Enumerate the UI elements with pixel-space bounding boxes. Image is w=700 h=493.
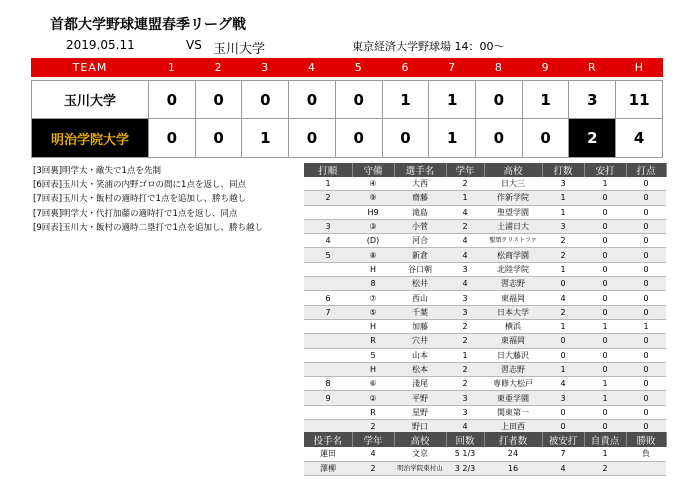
table-row <box>304 248 666 262</box>
runs-header: R <box>569 58 616 77</box>
table-cell: 1 <box>542 362 584 376</box>
table-cell: 3 <box>446 305 484 319</box>
hits-total: 4 <box>616 119 663 158</box>
table-cell: 1 <box>542 319 584 333</box>
table-cell: 0 <box>626 348 666 362</box>
table-cell: 0 <box>626 234 666 248</box>
table-cell: 習志野 <box>484 362 542 376</box>
inning-header: 1 <box>149 58 196 77</box>
table-cell: 日本大学 <box>484 305 542 319</box>
note-line: [7回裏]明学大・代打加藤の適時打で1点を返し、同点 <box>33 208 238 219</box>
table-cell: 0 <box>626 262 666 276</box>
inning-score: 0 <box>149 119 196 158</box>
table-cell: 千葉 <box>394 305 446 319</box>
inning-score: 0 <box>476 119 523 158</box>
inning-score: 0 <box>289 81 336 119</box>
table-cell: 1 <box>446 348 484 362</box>
note-line: [6回表]玉川大・笑浦の内野ゴロの間に1点を返し、同点 <box>33 180 246 191</box>
table-cell: 0 <box>542 420 584 434</box>
table-cell: R <box>352 334 394 348</box>
inning-header: 9 <box>522 58 569 77</box>
table-cell: (D) <box>352 234 394 248</box>
table-cell: ⑨ <box>352 191 394 205</box>
table-cell <box>304 334 352 348</box>
table-cell <box>626 461 666 476</box>
table-cell: 1 <box>584 377 626 391</box>
table-row <box>304 291 666 305</box>
table-row <box>304 362 666 376</box>
table-cell: ② <box>352 391 394 405</box>
inning-score: 1 <box>522 81 569 119</box>
table-cell: 松井 <box>394 277 446 291</box>
table-cell: 作新学院 <box>484 191 542 205</box>
table-cell: 0 <box>584 248 626 262</box>
table-cell: 滝島 <box>394 205 446 219</box>
table-cell: 0 <box>542 334 584 348</box>
table-cell: 穴井 <box>394 334 446 348</box>
inning-score: 0 <box>242 81 289 119</box>
table-cell: 澤柳 <box>304 461 352 476</box>
table-cell: 1 <box>446 191 484 205</box>
batting-header-row <box>304 163 666 177</box>
table-cell: H <box>352 262 394 276</box>
table-cell: 0 <box>584 277 626 291</box>
table-cell: 0 <box>542 405 584 419</box>
scoreboard-table <box>31 58 663 158</box>
inning-score: 1 <box>382 81 429 119</box>
note-line: [3回裏]明学大・敵失で1点を先制 <box>33 166 161 176</box>
table-cell: 0 <box>584 362 626 376</box>
inning-score: 1 <box>242 119 289 158</box>
table-cell: 文京 <box>394 447 446 461</box>
table-cell: 2 <box>542 305 584 319</box>
table-cell: 星野 <box>394 405 446 419</box>
table-cell: 4 <box>446 205 484 219</box>
opponent-name: 玉川大学 <box>213 42 266 57</box>
table-cell: 8 <box>304 377 352 391</box>
table-cell: 0 <box>584 262 626 276</box>
table-cell: 0 <box>584 291 626 305</box>
venue-time: 東京経済大学野球場 14：00～ <box>352 40 505 53</box>
table-cell: 3 <box>304 219 352 233</box>
table-row <box>304 461 666 476</box>
table-cell: 平野 <box>394 391 446 405</box>
table-cell <box>304 362 352 376</box>
table-cell: 日大藤沢 <box>484 348 542 362</box>
table-cell: 2 <box>542 234 584 248</box>
table-row <box>304 447 666 461</box>
table-cell: 横浜 <box>484 319 542 333</box>
table-cell: 4 <box>446 234 484 248</box>
table-cell: ⑤ <box>352 305 394 319</box>
table-cell: H <box>352 319 394 333</box>
table-cell: 0 <box>584 234 626 248</box>
table-cell: 3 <box>542 219 584 233</box>
team-name: 明治学院大学 <box>32 119 149 158</box>
table-cell: 4 <box>446 277 484 291</box>
table-cell: 3 <box>446 262 484 276</box>
table-cell: 北陸学院 <box>484 262 542 276</box>
table-row <box>304 319 666 333</box>
table-cell: 松商学園 <box>484 248 542 262</box>
table-cell: ⑧ <box>352 248 394 262</box>
table-cell: 1 <box>584 447 626 461</box>
table-cell: 2 <box>352 461 394 476</box>
scoreboard-row-away <box>32 81 663 119</box>
table-cell: 0 <box>626 362 666 376</box>
table-cell: ③ <box>352 219 394 233</box>
table-cell: 0 <box>626 219 666 233</box>
table-cell: 4 <box>446 420 484 434</box>
page-title: 首都大学野球連盟春季リーグ戦 <box>50 17 246 33</box>
inning-score: 0 <box>335 81 382 119</box>
table-cell <box>304 277 352 291</box>
table-cell: 新倉 <box>394 248 446 262</box>
table-cell: 聖頌クリストファ <box>484 234 542 248</box>
table-cell: 0 <box>626 420 666 434</box>
column-header: 打順 <box>304 163 352 177</box>
note-line: [7回表]玉川大・飯村の適時打で1点を追加し、勝ち越し <box>33 194 246 205</box>
table-cell: 3 <box>446 405 484 419</box>
table-cell: 日大三 <box>484 177 542 191</box>
table-cell: 4 <box>352 447 394 461</box>
table-cell: 7 <box>304 305 352 319</box>
table-cell: 1 <box>584 177 626 191</box>
table-row <box>304 277 666 291</box>
table-row <box>304 334 666 348</box>
hits-header: H <box>616 58 663 77</box>
column-header: 守備 <box>352 163 394 177</box>
inning-score: 0 <box>382 119 429 158</box>
table-cell: 0 <box>626 305 666 319</box>
column-header: 回数 <box>446 432 484 447</box>
table-cell: 2 <box>304 191 352 205</box>
table-cell: 1 <box>542 191 584 205</box>
table-row <box>304 377 666 391</box>
table-row <box>304 177 666 191</box>
table-cell: 5 <box>352 348 394 362</box>
table-row <box>304 405 666 419</box>
table-cell: R <box>352 405 394 419</box>
table-cell: 3 2/3 <box>446 461 484 476</box>
table-cell: 3 <box>542 177 584 191</box>
table-cell: 習志野 <box>484 277 542 291</box>
table-cell: 蓮田 <box>304 447 352 461</box>
table-cell: 0 <box>626 248 666 262</box>
table-cell: 1 <box>584 391 626 405</box>
table-cell: 0 <box>626 177 666 191</box>
pitching-table <box>304 432 667 476</box>
inning-score: 0 <box>195 81 242 119</box>
table-cell: 2 <box>446 362 484 376</box>
table-row <box>304 205 666 219</box>
table-cell: 0 <box>584 305 626 319</box>
table-cell: 2 <box>446 319 484 333</box>
table-cell: 8 <box>352 277 394 291</box>
game-date: 2019.05.11 <box>66 38 135 52</box>
runs-total: 2 <box>569 119 616 158</box>
table-cell: 小菅 <box>394 219 446 233</box>
table-cell: 2 <box>446 177 484 191</box>
table-cell: 3 <box>542 391 584 405</box>
column-header: 勝敗 <box>626 432 666 447</box>
table-cell <box>304 262 352 276</box>
table-cell: 齋藤 <box>394 191 446 205</box>
table-cell: 0 <box>626 377 666 391</box>
table-cell: 2 <box>446 334 484 348</box>
scoreboard-row-home <box>32 119 663 158</box>
table-cell: 0 <box>584 219 626 233</box>
scoreboard-header-row <box>32 58 663 77</box>
table-cell: 東福岡 <box>484 334 542 348</box>
table-cell: 淺尾 <box>394 377 446 391</box>
table-cell: 1 <box>542 205 584 219</box>
table-cell: H <box>352 362 394 376</box>
table-cell: ⑥ <box>352 377 394 391</box>
inning-score: 0 <box>476 81 523 119</box>
table-cell: 2 <box>446 377 484 391</box>
table-row <box>304 219 666 233</box>
table-cell: 0 <box>584 405 626 419</box>
table-cell: 2 <box>584 461 626 476</box>
inning-score: 0 <box>335 119 382 158</box>
table-cell: ⑦ <box>352 291 394 305</box>
inning-header: 3 <box>242 58 289 77</box>
table-cell: 0 <box>584 420 626 434</box>
table-cell: 関東第一 <box>484 405 542 419</box>
table-cell: 西山 <box>394 291 446 305</box>
column-header: 安打 <box>584 163 626 177</box>
table-row <box>304 191 666 205</box>
table-cell <box>304 205 352 219</box>
inning-header: 8 <box>476 58 523 77</box>
column-header: 学年 <box>446 163 484 177</box>
table-cell: 0 <box>626 405 666 419</box>
table-cell: 0 <box>626 191 666 205</box>
inning-header: 5 <box>335 58 382 77</box>
table-cell: ④ <box>352 177 394 191</box>
table-row <box>304 305 666 319</box>
table-cell: 松本 <box>394 362 446 376</box>
table-cell: H9 <box>352 205 394 219</box>
table-cell: 9 <box>304 391 352 405</box>
table-cell: 1 <box>542 262 584 276</box>
note-line: [9回表]玉川大・飯村の適時二塁打で1点を追加し、勝ち越し <box>33 222 263 233</box>
column-header: 被安打 <box>542 432 584 447</box>
column-header: 高校 <box>394 432 446 447</box>
column-header: 打者数 <box>484 432 542 447</box>
inning-score: 1 <box>429 119 476 158</box>
table-cell: 負 <box>626 447 666 461</box>
column-header: 高校 <box>484 163 542 177</box>
table-cell: 0 <box>626 391 666 405</box>
table-cell: 0 <box>626 205 666 219</box>
inning-score: 0 <box>195 119 242 158</box>
inning-header: 4 <box>289 58 336 77</box>
table-cell: 東亜学園 <box>484 391 542 405</box>
scoring-notes <box>33 164 263 235</box>
table-cell: 6 <box>304 291 352 305</box>
table-cell: 土浦日大 <box>484 219 542 233</box>
table-cell: 7 <box>542 447 584 461</box>
table-cell: 0 <box>542 277 584 291</box>
table-cell: 河合 <box>394 234 446 248</box>
table-cell: 上田西 <box>484 420 542 434</box>
table-cell: 4 <box>304 234 352 248</box>
table-cell: 山本 <box>394 348 446 362</box>
team-name: 玉川大学 <box>32 81 149 119</box>
table-cell: 5 <box>304 248 352 262</box>
table-cell: 0 <box>542 348 584 362</box>
table-row <box>304 262 666 276</box>
table-cell: 谷口朝 <box>394 262 446 276</box>
table-cell <box>304 348 352 362</box>
table-cell: 3 <box>446 391 484 405</box>
table-cell: 0 <box>584 205 626 219</box>
table-cell: 4 <box>446 248 484 262</box>
column-header: 自責点 <box>584 432 626 447</box>
table-cell: 1 <box>584 319 626 333</box>
table-cell: 2 <box>446 219 484 233</box>
table-cell: 野口 <box>394 420 446 434</box>
inning-header: 2 <box>195 58 242 77</box>
inning-score: 1 <box>429 81 476 119</box>
table-row <box>304 348 666 362</box>
table-cell: 16 <box>484 461 542 476</box>
vs-label: VS <box>186 38 202 52</box>
runs-total: 3 <box>569 81 616 119</box>
table-cell: 加藤 <box>394 319 446 333</box>
table-cell: 4 <box>542 291 584 305</box>
batting-table <box>304 163 667 434</box>
column-header: 投手名 <box>304 432 352 447</box>
table-row <box>304 234 666 248</box>
table-cell: 3 <box>446 291 484 305</box>
table-cell: 4 <box>542 377 584 391</box>
inning-header: 7 <box>429 58 476 77</box>
table-cell: 24 <box>484 447 542 461</box>
column-header: 学年 <box>352 432 394 447</box>
hits-total: 11 <box>616 81 663 119</box>
column-header: 打数 <box>542 163 584 177</box>
inning-score: 0 <box>289 119 336 158</box>
table-cell: 0 <box>584 334 626 348</box>
table-cell: 1 <box>626 319 666 333</box>
table-cell: 5 1/3 <box>446 447 484 461</box>
column-header: 選手名 <box>394 163 446 177</box>
table-cell: 4 <box>542 461 584 476</box>
inning-score: 0 <box>149 81 196 119</box>
table-cell: 2 <box>352 420 394 434</box>
table-cell: 明治学院東村山 <box>394 461 446 476</box>
table-cell <box>304 405 352 419</box>
table-cell: 東福岡 <box>484 291 542 305</box>
table-cell: 専修大松戸 <box>484 377 542 391</box>
table-row <box>304 391 666 405</box>
table-cell: 大西 <box>394 177 446 191</box>
team-header: TEAM <box>32 58 149 77</box>
column-header: 打点 <box>626 163 666 177</box>
table-cell: 0 <box>626 277 666 291</box>
inning-score: 0 <box>522 119 569 158</box>
table-cell: 聖望学園 <box>484 205 542 219</box>
table-cell: 0 <box>626 334 666 348</box>
table-cell: 1 <box>304 177 352 191</box>
table-cell: 0 <box>584 191 626 205</box>
table-cell: 0 <box>626 291 666 305</box>
table-cell: 2 <box>542 248 584 262</box>
table-cell <box>304 319 352 333</box>
pitching-header-row <box>304 432 666 447</box>
table-cell: 0 <box>584 348 626 362</box>
inning-header: 6 <box>382 58 429 77</box>
